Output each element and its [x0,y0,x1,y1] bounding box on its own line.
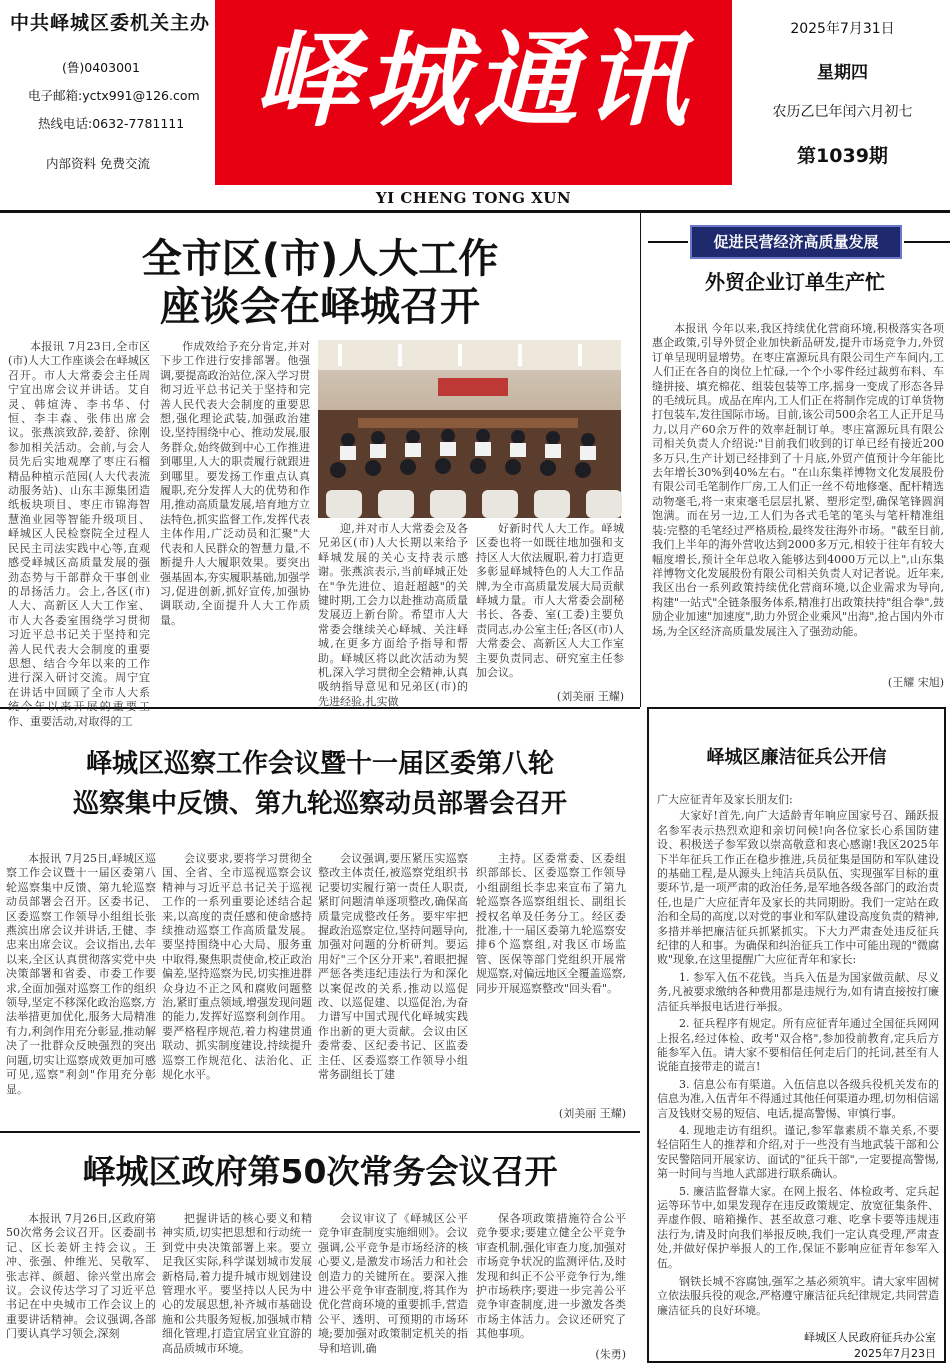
article3-column-1 [6,1212,156,1362]
article2-text-col3: 会议强调,要压紧压实巡察整改主体责任,被巡察党组织书记要切实履行第一责任人职责,紧盯问题清单逐项整改,确保高质量完成整改任务。要牢牢把握政治巡察定位,坚持问题导向,加强对问题的分析研判。要运用好"三个区分开来",着眼把握严惩各类违纪违法行为和深化以案促改的关系,推动以巡促改、以巡促建、以巡促治,为奋力谱写中国式现代化峄城实践作出新的更大贡献。会议由区委常委、区纪委书记、区监委主任、区委巡察工作领导小组常务副组长丁建 [318,852,468,1082]
notice-item-3: 3. 信息公布有渠道。入伍信息以各级兵役机关发布的信息为准,入伍青年不得通过其他任何渠道办理,切勿相信谣言及钱财交易的短信、电话,提高警惕、审慎行事。 [657,1077,939,1120]
meeting-photo [318,340,621,518]
section-divider-2 [0,1131,640,1133]
lunar-date: 农历乙巳年闰六月初七 [772,104,913,120]
article1-text-col2: 作成效给予充分肯定,并对下步工作进行安排部署。他强调,要提高政治站位,深入学习贯彻习近平总书记关于坚持和完善人民代表大会制度的重要思想,强化理论武装,加强政治建设,坚持围绕中心、推动发展,服务群众,始终做到中心工作推进到哪里,人大的职责履行就跟进到哪里。要发扬工作重点认真履职,充分发挥人大的优势和作用,推动高质量发展,培育地方立法特色,抓实监督工作,发挥代表主体作用,广泛动员和汇聚"大代表和人民群众的智慧力量,不断提升人大履职效果。要突出强基固本,夯实履职基础,加强学习,促进创新,抓好宣传,加强协调联动,全面提升人大工作质量。 [160,340,310,627]
masthead-left [0,0,215,185]
masthead-pinyin: YI CHENG TONG XUN [375,189,572,207]
banner-rule-left [648,241,688,243]
meeting-photo-image [318,340,621,518]
article1-headline-line2: 座谈会在峄城召开 [160,284,480,330]
article1-column-4 [476,522,624,687]
masthead-title-block [215,0,732,185]
article1-headline-line1: 全市区(市)人大工作 [141,236,499,282]
article1-text-col3: 迎,并对市人大常委会及各兄弟区(市)人大长期以来给予峄城发展的关心支持表示感谢。张燕滨表示,当前峄城正处在"争先进位、追赶超越"的关键时期,工会力以赴推动高质量发展迈上新台阶。希望市人大常委会继续关心峄城、关注峄城,在更多方面给予指导和帮助。峄城区将以此次活动为契机,深入学习贯彻全会精神,认真吸纳指导意见和兄弟区(市)的先进经验,扎实做 [318,522,468,708]
article2-headline-line1: 峄城区巡察工作会议暨十一届区委第八轮 [85,749,554,779]
masthead-right [740,0,950,185]
banner-rule-right [904,241,950,243]
article1-text-col1: 本报讯 7月23日,全市区(市)人大工作座谈会在峄城区召开。市人大常委会主任周宁宜出席会议并讲话。艾自灵、韩煊涛、李书华、付恒、李丰森、张伟出席会议。张燕滨致辞,姜舒、徐刚参加相关活动。会前,与会人员先后实地观摩了枣庄石榴精品种植示范园(人大代表流动服务站)、山东丰源集团造纸板块项目、枣庄市锦海智慧渔业园等智能升级项目、峄城区人民检察院全过程人民民主司法实践中心等,直观感受峄城区高质量发展的强劲态势与干部群众干事创业的昂扬活力。会上,各区(市)人大、高新区人大工作室、市人大各委室围绕学习贯彻习近平总书记关于坚持和完善人民代表大会制度的重要思想、结合今年以来的工作进行深入研讨交流。周宁宜在讲话中回顾了全市人大系统今年以来开展的重要工作、重要活动,对取得的工 [8,340,150,728]
article1-column-3 [318,522,468,708]
article2-text-col4: 主持。区委常委、区委组织部部长、区委巡察工作领导小组副组长李忠来宣布了第九轮巡察各巡察组组长、副组长授权名单及任务分工。经区委批准,十一届区委第九轮巡察安排6个巡察组,对我区市场监管、医保等部门党组织开展常规巡察,对偏远地区全覆盖巡察,同步开展巡察整改"回头看"。 [476,852,626,995]
recruitment-notice-box [647,707,946,1363]
article2-headline-line2: 巡察集中反馈、第九轮巡察动员部署会召开 [72,789,567,819]
article2-column-4 [476,852,626,1102]
article2-headline [10,744,630,824]
masthead-divider [0,210,950,213]
article3-column-4 [476,1212,626,1346]
notice-signer: 峄城区人民政府征兵办公室 [804,1331,936,1344]
notice-item-2: 2. 征兵程序有规定。所有应征青年通过全国征兵网网上报名,经过体检、政考"双合格",参加役前教育,定兵后方能参军入伍。请大家不要相信任何走后门的托词,甚至有人说能直接带走的谎言! [657,1017,939,1074]
weekday: 星期四 [817,63,868,83]
article3-column-2 [162,1212,312,1362]
article2-column-2 [162,852,312,1122]
newspaper-title: 峄城通讯 [253,18,694,141]
article1-text-col4: 好新时代人大工作。峄城区委也将一如既往地加强和支持区人大依法履职,着力打造更多彰显峄城特色的人大工作品牌,为全市高质量发展大局贡献峄城力量。市人大常委会副秘书长、各委、室(工委)主要负责同志,办公室主任;各区(市)人大常委会、高新区人大工作室主要负责同志、研究室主任参加会议。 [476,522,624,680]
publisher-org: 中共峄城区委机关主办 [10,12,211,34]
article3-column-3 [318,1212,468,1362]
article2-byline: (刘美丽 王耀) [558,1107,626,1120]
hotline: 热线电话:0632-7781111 [38,116,185,131]
article2-text-col2: 会议要求,要将学习贯彻全国、全省、全市巡视巡察会议精神与习近平总书记关于巡视工作的一系列重要论述结合起来,以高度的责任感和使命感持续推动巡察工作高质量发展。要坚持围绕中心大局、服务重中取得,聚焦职责使命,校正政治偏差,坚持巡察为民,切实推进群众身边不正之风和腐败问题整治,紧盯重点领域,增强发现问题的能力,发挥好巡察利剑作用。要严格程序规范,着力构建贯通联动、抓实制度建设,持续提升巡察工作规范化、法治化、正规化水平。 [162,852,312,1082]
article3-text-col2: 把握讲话的核心要义和精神实质,切实把思想和行动统一到党中央决策部署上来。要立足我区实际,科学谋划城市发展新格局,着力提升城市规划建设管理水平。要坚持以人民为中心的发展思想,补齐城市基础设施和公共服务短板,加强城市精细化管理,打造宜居宜业宜游的高品质城市环境。 [162,1212,312,1355]
notice-item-5: 5. 廉洁监督靠大家。在网上报名、体检政考、定兵起运等环节中,如果发现存在违反政策规定、放宽征集条件、弄虚作假、暗箱操作、甚至故意刁难、吃拿卡要等违规违法行为,请及时向我们举报反映,我们一定认真受理,严肃查处,并做好保护举报人的工作,保证不影响应征青年参军入伍。 [657,1184,939,1270]
article2-text-col1: 本报讯 7月25日,峄城区巡察工作会议暨十一届区委第八轮巡察集中反馈、第九轮巡察动员部署会召开。区委书记、区委巡察工作领导小组组长张燕滨出席会议并讲话,王健、李忠来出席会议。会议指出,去年以来,全区认真贯彻落实党中央决策部署和省委、市委工作要求,全面加强对巡察工作的组织领导,坚定不移深化政治巡察,方法举措更加优化,服务大局精准有力,利剑作用充分彰显,推动解决了一批群众反映强烈的突出问题,切实让巡察成效更加可感可见,巡察"利剑"作用充分彰显。 [6,852,156,1096]
notice-closing-block [657,1275,939,1319]
article3-byline: (朱勇) [595,1348,626,1361]
notice-body [657,793,939,1273]
notice-closing: 钢铁长城不容腐蚀,强军之基必须筑牢。请大家牢固树立依法服兵役的观念,严格遵守廉洁征兵纪律规定,共同营造廉洁征兵的良好环境。 [657,1275,939,1317]
issue-date: 2025年7月31日 [790,21,895,37]
notice-title: 峄城区廉洁征兵公开信 [706,747,887,768]
issue-number: 第1039期 [797,145,888,167]
registration-number: (鲁)0403001 [62,60,140,75]
article1-headline [60,235,580,331]
article2-column-3 [318,852,468,1122]
section-banner: 促进民营经济高质量发展 [690,225,902,259]
article1-column-1 [8,340,150,728]
notice-item-1: 1. 参军入伍不花钱。当兵入伍是为国家做贡献、尽义务,凡被要求缴纳各种费用都是违规行为,如有请直接按打廉洁征兵举报电话进行举报。 [657,970,939,1013]
article4-body [652,322,944,674]
article4-text: 本报讯 今年以来,我区持续优化营商环境,积极落实各项惠企政策,引导外贸企业加快新品研发,提升市场竞争力,外贸订单呈现明显增势。在枣庄富源玩具有限公司生产车间内,工人们正在各自的岗位上忙碌,一个个小零件经过裁剪布料、车缝拼接、填充棉花、组装包装等工序,摇身一变成了形态各异的毛绒玩具。成品在库内,工人们正在将制作完成的订单货物打包装车,发往国际市场。目前,该公司500余名工人正开足马力,以月产60余万件的效率赶制订单。枣庄富源玩具有限公司相关负责人介绍说:"目前我们收到的订单已经有接近200多万只,生产计划已经排到了十月底,外贸产值预计今年能比去年增长30%到40%左右。"在山东集祥博物文化发展股份有限公司毛笔制作厂房,工人们正一丝不苟地修毫、配杆精选动物毫毛,将一束束毫毛层层扎紧、塑形定型,确保笔锋圆润饱满。而在另一边,工人们为各式毛笔的笔头与笔杆精准组装:完整的毛笔经过严格质检,最终发往海外市场。"截至目前,我们上半年的海外营收达到2000多万元,相较于往年有较大幅度增长,预计全年总收入能够达到4000万元以上",山东集祥博物文化发展股份有限公司相关负责人对记者说。近年来,我区出台一系列政策持续优化营商环境,以企业需求为导向,构建"一站式"全链条服务体系,精准打出政策扶持"组合拳",鼓励企业加速"加速度",助力外贸企业乘风"出海",抢占国内外市场,为全区经济高质量发展注入了强劲动能。 [652,322,944,638]
notice-item-4: 4. 现地走访有组织。谨记,参军靠素质不靠关系,不要轻信陌生人的推荐和介绍,对于一些没有当地武装干部和公安民警陪同开展家访、面试的"征兵干部",一定要提高警惕,第一时间与当地人武部进行联系确认。 [657,1123,939,1181]
article4-headline: 外贸企业订单生产忙 [705,270,885,294]
article3-text-col3: 会议审议了《峄城区公平竞争审查制度实施细则》。会议强调,公平竞争是市场经济的核心要义,是激发市场活力和社会创造力的关键所在。要深入推进公平竞争审查制度,将其作为优化营商环境的重要抓手,营造公平、透明、可预期的市场环境;要加强对政策制定机关的指导和培训,确 [318,1212,468,1355]
article2-column-1 [6,852,156,1122]
notice-intro: 大家好!首先,向广大适龄青年响应国家号召、踊跃报名参军表示热烈欢迎和亲切问候!向各位家长心系国防建设、积极送子参军致以崇高敬意和衷心感谢!我区2025年下半年征兵工作正在稳步推进,兵员征集是国防和军队建设的基础工程,是从源头上纯洁兵员队伍、实现强军目标的重要环节,是一项严肃的政治任务,是军地各级各部门的政治责任,也是广大应征青年及家长的共同期盼。我们一定站在政治和全局的高度,以对党的事业和军队建设高度负责的精神,多措并举把廉洁征兵抓紧抓实。下大力严肃查处违反征兵纪律的人和事。为确保和纠治征兵工作中可能出现的"微腐败"现象,在这里提醒广大应征青年和家长: [657,809,939,967]
article1-byline: (刘美丽 王耀) [556,690,624,703]
article1-column-2 [160,340,310,705]
column-divider-vertical [640,213,641,707]
distribution-note: 内部资料 免费交流 [46,156,150,171]
email-line: 电子邮箱:yctx991@126.com [28,88,200,103]
article3-headline: 峄城区政府第50次常务会议召开 [82,1152,558,1191]
article4-byline: (王耀 宋旭) [887,676,944,689]
article3-text-col1: 本报讯 7月26日,区政府第50次常务会议召开。区委副书记、区长姜妍主持会议。王冲、张强、仲维光、吴敬军、张志祥、颜超、徐兴堂出席会议。会议传达学习了习近平总书记在中央城市工作会议上的重要讲话精神。会议强调,各部门要认真学习领会,深刻 [6,1212,156,1341]
article3-text-col4: 保各项政策措施符合公平竞争要求;要建立健全公平竞争审查机制,强化审查力度,加强对市场竞争状况的监测评估,及时发现和纠正不公平竞争行为,维护市场秩序;要进一步完善公平竞争审查制度,进一步激发各类市场主体活力。会议还研究了其他事项。 [476,1212,626,1341]
notice-date: 2025年7月23日 [854,1347,936,1360]
notice-salutation: 广大应征青年及家长朋友们: [657,793,793,806]
